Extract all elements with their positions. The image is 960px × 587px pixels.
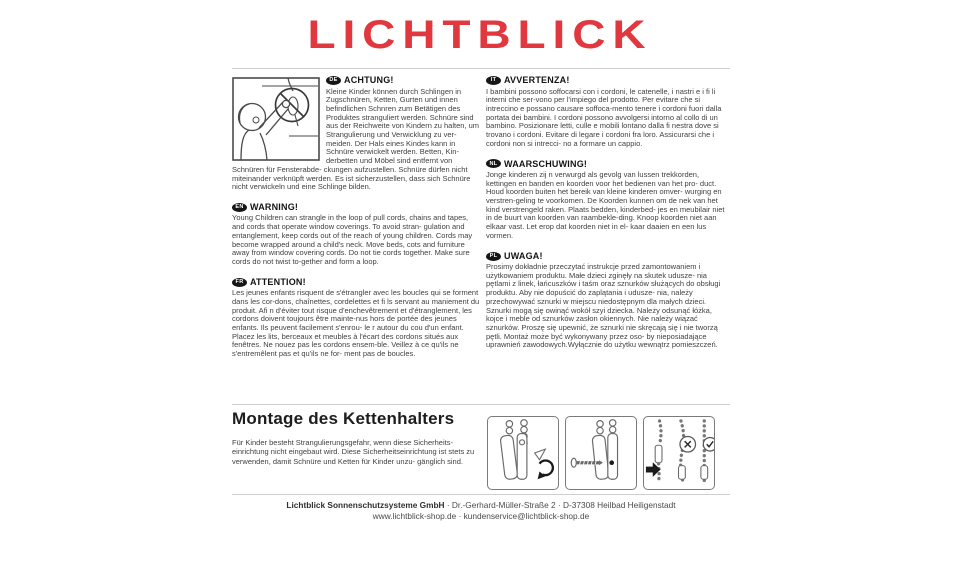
warning-title-fr: ATTENTION! <box>250 276 306 287</box>
warning-title-pl: UWAGA! <box>504 250 543 261</box>
footer <box>182 500 780 522</box>
language-badge-it: IT <box>486 76 501 85</box>
warnings-column-right <box>486 76 731 361</box>
warnings-column-left <box>232 76 481 370</box>
footer-line-2: www.lichtblick-shop.de · kundenservice@lichtblick-shop.de <box>372 511 590 521</box>
warning-section-fr <box>232 278 481 359</box>
chain-holder-screw-icon <box>566 417 636 489</box>
header <box>0 14 960 56</box>
montage-step-2 <box>565 416 637 490</box>
chain-tension-wrong-right-icon <box>644 417 714 489</box>
warning-section-pl <box>486 252 731 351</box>
warning-section-en <box>232 203 481 267</box>
child-cord-warning-icon <box>232 77 320 161</box>
montage-step-figures <box>487 416 715 490</box>
warning-body-nl: Jonge kinderen zij n verwurgd als gevolg van lussen trekkorden, kettingen en banden en koorden voor het bedienen van het pro- duct. Houd koorden buiten het bereik van kleine kinderen omver- wurging en verstren-geling te voorkomen. De Koorden kunnen om de nek van het kind verstrengeld raken. Plaats bedden, kinderbed- jes en meubilair niet in de buurt van koorden van raambekle-ding. Knoop koorden niet aan elkaar vast. Let erop dat koorden niet in el- kaar daaien en een lus vormen. <box>486 169 725 240</box>
warning-title-nl: WAARSCHUWING! <box>504 158 588 169</box>
montage-step-3 <box>643 416 715 490</box>
warning-heading-nl <box>486 159 731 168</box>
language-badge-fr: FR <box>232 278 247 287</box>
warning-body-it: I bambini possono soffocarsi con i cordoni, le catenelle, i nastri e i fi li interni che ser-vono per l'impiego del prodotto. Per evitare che si intreccino e possano causare soffoca-mento tenere i cordoni fuori dalla portata dei bambini. I cordoni possono avvolgersi intorno al collo di un bambino. Posizionare letti, culle e mobili lontano dalla fi nestra dove si trovano i cordoni. Evitare di legare i cordoni fra loro. Assicurarsi che i cordoni non si intrecci- no a formare un cappio. <box>486 86 722 148</box>
warning-heading-de <box>326 76 481 85</box>
language-badge-de: DE <box>326 76 341 85</box>
warning-title-en: WARNING! <box>250 202 299 213</box>
warning-heading-it <box>486 76 731 85</box>
footer-address: · Dr.-Gerhard-Müller-Straße 2 · D-37308 Heilbad Heiligenstadt <box>446 500 676 510</box>
divider-middle <box>232 404 730 405</box>
warning-body-de: Kleine Kinder können durch Schlingen in Zugschnüren, Ketten, Gurten und innen befindlichen Schnren zum Betätigen des Produktes stranguliert werden. Schnüre sind aus der Reichweite von Kindern zu halten, um Strangulierung und Verwicklung zu ver- meiden. Der Hals eines Kindes kann in Schnüre verwickelt werden. Betten, Kin- derbetten und Möbel sind entfernt von Schnüren für Fensterabde- ckungen aufzustellen. Schnüre dürfen nicht miteinander verknüpft werden. Es ist sicherzustellen, dass sich Schnüre nicht verwickeln und eine Schlinge bilden. <box>232 86 480 192</box>
montage-body: Für Kinder besteht Strangulierungsgefahr, wenn diese Sicherheits- einrichtung nicht eingebaut wird. Diese Sicherheitseinrichtung ist stets zu verwenden, damit Schnüre und Ketten für Kinder unzu- gänglich sind. <box>232 438 475 466</box>
chain-holder-rotate-icon <box>488 417 558 489</box>
footer-line-1 <box>182 500 780 511</box>
warning-heading-en <box>232 203 481 212</box>
language-badge-en: EN <box>232 203 247 212</box>
lichtblick-logo: LICHTBLICK <box>307 13 653 57</box>
warning-body-en: Young Children can strangle in the loop of pull cords, chains and tapes, and cords that operate window coverings. To avoid stran- gulation and entanglement, keep cords out of the reach of young children. Cords may become wrapped around a child's neck. Move beds, cots and furniture away from window covering cords. Do not tie cords together. Make sure cords do not twist to-gether and form a loop. <box>232 213 473 266</box>
divider-bottom <box>232 494 730 495</box>
footer-company: Lichtblick Sonnenschutzsysteme GmbH <box>286 500 445 510</box>
warning-body-pl: Prosimy dokładnie przeczytać instrukcje przed zamontowaniem i użytkowaniem produktu. Małe dzieci zginęły na skutek udusze- nia pętlami z linek, łańcuszków i taśm oraz sznurków służących do obsługi produktu. Aby nie dopuścić do zaplątania i udusze- nia, należy przechowywać sznurki w miejscu niedostępnym dla małych dzieci. Sznurki mogą się owinąć wokół szyi dziecka. Należy odsunąć łóżka, kojce i meble od sznurków zasłon okiennych. Nie należy wiązać sznurków. Proszę się upewnić, że sznurki nie skręcają się i nie tworzą pętli. Montaż może być wykonywany przez oso- by nieposiadające uprawnień zawodowych.Wyłącznie do użytku wewnątrz pomieszczeń. <box>486 262 721 350</box>
divider-top <box>232 68 730 69</box>
warning-heading-pl <box>486 252 731 261</box>
warning-heading-fr <box>232 278 481 287</box>
warning-title-de: ACHTUNG! <box>344 75 394 86</box>
language-badge-pl: PL <box>486 252 501 261</box>
warning-section-nl <box>486 159 731 240</box>
warning-section-it <box>486 76 731 148</box>
warning-title-it: AVVERTENZA! <box>504 75 570 86</box>
montage-step-1 <box>487 416 559 490</box>
language-badge-nl: NL <box>486 159 501 168</box>
montage-heading: Montage des Kettenhalters <box>232 409 455 428</box>
warning-body-fr: Les jeunes enfants risquent de s'étrangler avec les boucles qui se forment dans les cor-dons, chaînettes, cordelettes et fi ls servant au maniement du produit. Afi n d'éviter tout risque d'enchevêtrement et d'étranglement, les cordons doivent toujours être mainte-nus hors de portée des jeunes enfants. Ils peuvent facilement s'enrou- le r autour du cou d'un enfant. Placez les lits, berceaux et meubles à l'écart des cordons situés aux fenêtres. Ne nouez pas les cordons ensem-ble. Veillez à ce qu'ils ne s'entremêlent pas et qu'ils ne for- ment pas de boucles. <box>232 288 480 359</box>
